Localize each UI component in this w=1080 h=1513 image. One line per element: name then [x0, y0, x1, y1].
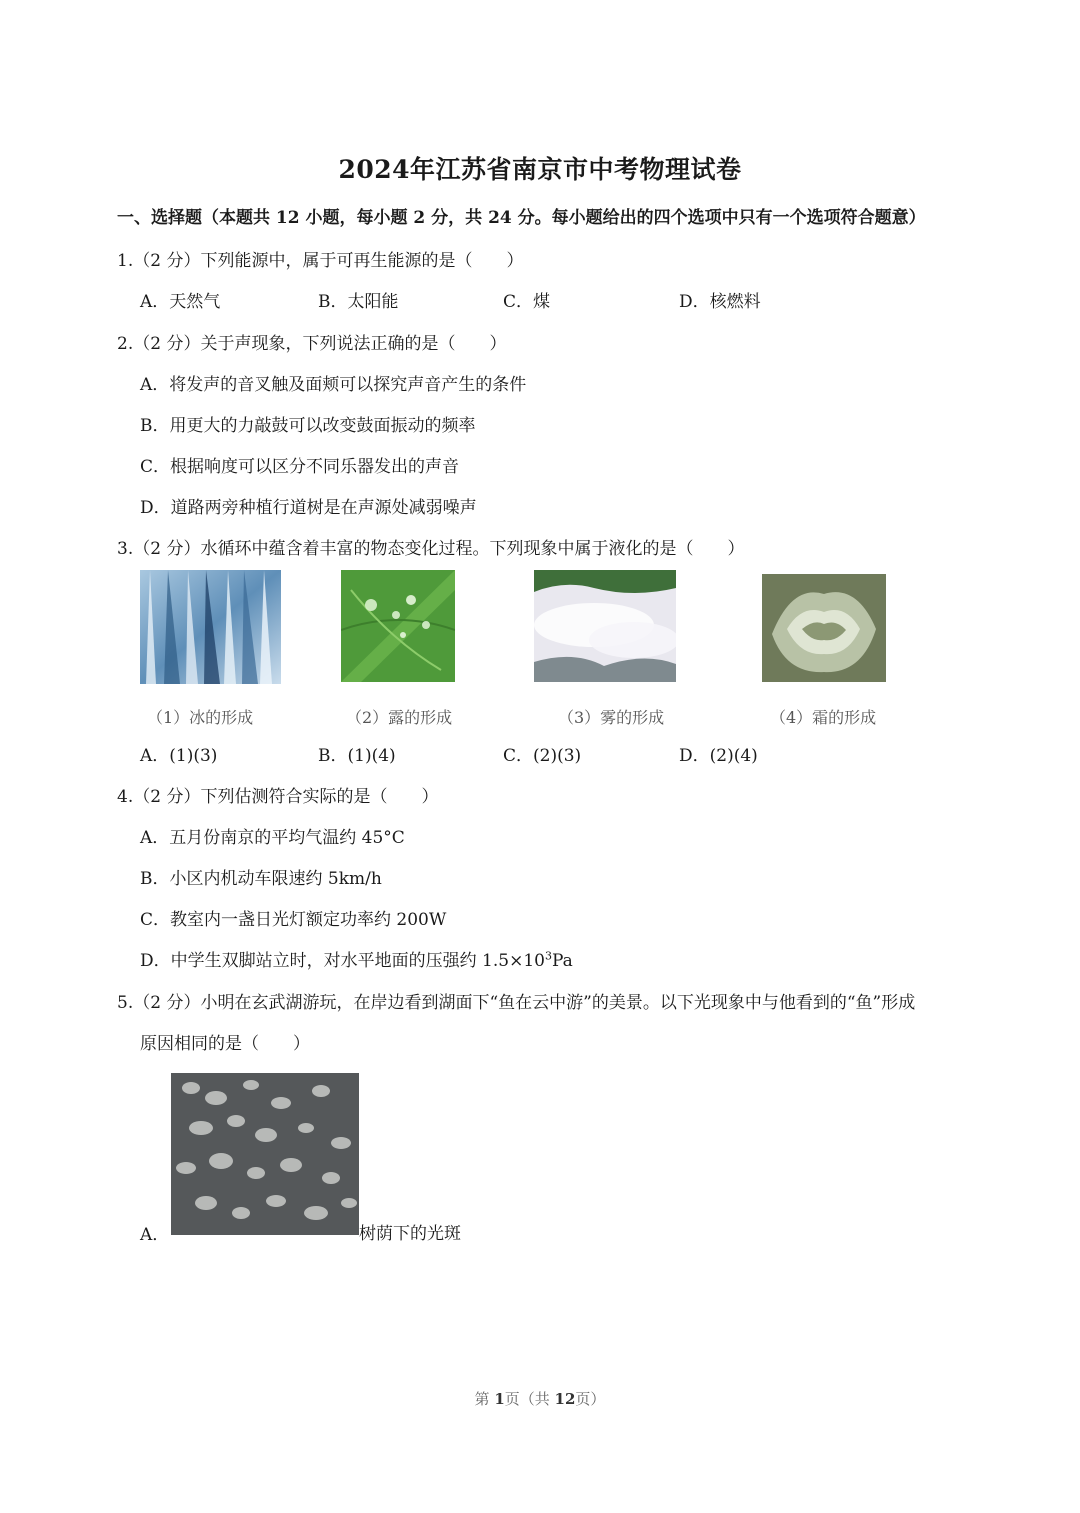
q4-option-a: A．五月份南京的平均气温约 45°C — [140, 828, 405, 848]
q1-option-a: A．天然气 — [140, 292, 221, 312]
light-spots-image — [171, 1073, 359, 1235]
section-heading: 一、选择题（本题共 12 小题，每小题 2 分，共 24 分。每小题给出的四个选项中只有一个选项符合题意） — [117, 208, 926, 228]
q3-caption-2: （2）露的形成 — [346, 708, 453, 727]
q3-caption-3: （3）雾的形成 — [558, 708, 665, 727]
page-title: 2024年江苏省南京市中考物理试卷 — [338, 155, 742, 184]
dew-image — [341, 570, 455, 682]
q1-option-b: B．太阳能 — [318, 292, 399, 312]
q4-option-d-unit: Pa — [551, 951, 573, 971]
q3-caption-4: （4）霜的形成 — [770, 708, 877, 727]
q2-option-c: C．根据响度可以区分不同乐器发出的声音 — [140, 457, 460, 477]
frost-image — [762, 574, 886, 682]
footer-suffix: 页） — [575, 1390, 606, 1408]
q5-option-a-label: A． — [140, 1225, 170, 1245]
q3-option-a: A．(1)(3) — [140, 746, 218, 766]
q3-caption-1: （1）冰的形成 — [147, 708, 254, 727]
ice-image — [140, 570, 281, 684]
q4-option-b: B．小区内机动车限速约 5km/h — [140, 869, 382, 889]
q4-option-d-text: D．中学生双脚站立时，对水平地面的压强约 1.5×10 — [140, 951, 545, 971]
question-1-stem: 1.（2 分）下列能源中，属于可再生能源的是（ ） — [117, 251, 524, 271]
footer-total-pages: 12 — [554, 1390, 576, 1408]
question-4-stem: 4.（2 分）下列估测符合实际的是（ ） — [117, 787, 439, 807]
question-5-stem-line2: 原因相同的是（ ） — [140, 1034, 310, 1054]
q5-option-a-text: 树荫下的光斑 — [359, 1224, 461, 1244]
q2-option-d: D．道路两旁种植行道树是在声源处减弱噪声 — [140, 498, 477, 518]
q3-option-b: B．(1)(4) — [318, 746, 396, 766]
footer-mid: 页（共 — [504, 1390, 555, 1408]
question-3-stem: 3.（2 分）水循环中蕴含着丰富的物态变化过程。下列现象中属于液化的是（ ） — [117, 539, 745, 559]
q4-option-d-exponent: 3 — [544, 949, 552, 963]
q2-option-b: B．用更大的力敲鼓可以改变鼓面振动的频率 — [140, 416, 476, 436]
footer-prefix: 第 — [474, 1390, 495, 1408]
page-footer — [0, 1388, 1080, 1409]
q3-option-d: D．(2)(4) — [679, 746, 758, 766]
q2-option-a: A．将发声的音叉触及面颊可以探究声音产生的条件 — [140, 375, 527, 395]
fog-image — [534, 570, 676, 682]
question-5-stem-line1: 5.（2 分）小明在玄武湖游玩，在岸边看到湖面下“鱼在云中游”的美景。以下光现象中与他看到的“鱼”形成 — [117, 993, 916, 1013]
question-2-stem: 2.（2 分）关于声现象，下列说法正确的是（ ） — [117, 334, 507, 354]
q1-option-d: D．核燃料 — [679, 292, 761, 312]
footer-page-number: 1 — [494, 1390, 505, 1408]
q1-option-c: C．煤 — [503, 292, 551, 312]
q3-option-c: C．(2)(3) — [503, 746, 582, 766]
q4-option-d — [140, 946, 573, 971]
q4-option-c: C．教室内一盏日光灯额定功率约 200W — [140, 910, 447, 930]
